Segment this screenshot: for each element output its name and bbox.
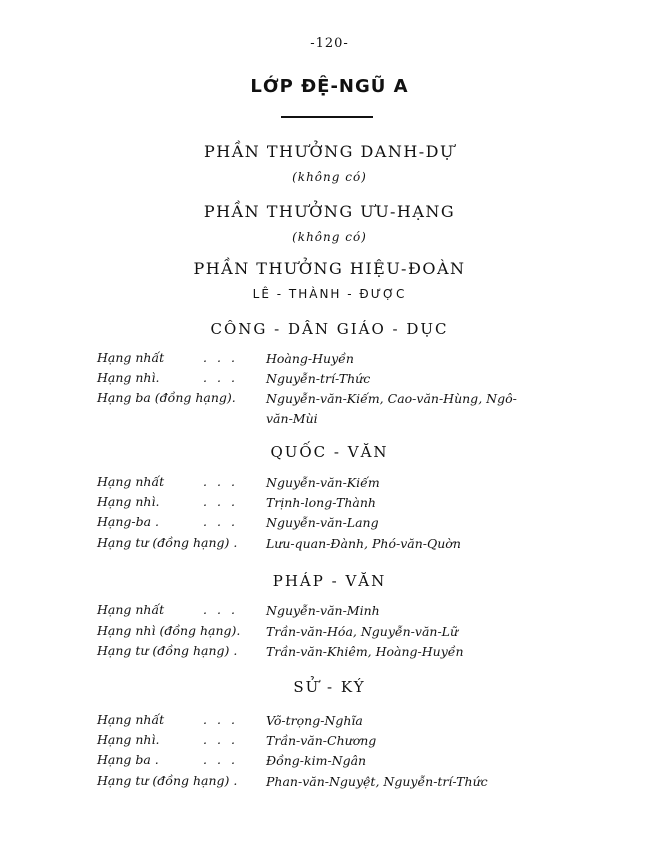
student-names: Hoàng-Huyền	[266, 351, 354, 366]
student-names: Trần-văn-Chương	[266, 733, 377, 748]
subject-title-civics: CÔNG - DÂN GIÁO - DỤC	[210, 320, 449, 338]
rank-label: Hạng tư (đồng hạng) .	[97, 535, 238, 550]
student-names: Võ-trọng-Nghĩa	[266, 713, 363, 728]
student-names: Trịnh-long-Thành	[266, 495, 376, 510]
rank-label: Hạng nhì.	[97, 494, 160, 509]
rank-label: Hạng nhì.	[97, 370, 160, 385]
rank-label: Hạng nhất	[97, 350, 165, 365]
leader-dots: ...	[203, 370, 245, 385]
award-hieu-doan-recipient: LÊ - THÀNH - ĐƯỢC	[252, 287, 407, 301]
leader-dots: ...	[203, 752, 245, 767]
rank-label: Hạng nhất	[97, 602, 165, 617]
class-title: LỚP ĐỆ-NGŨ A	[250, 76, 409, 97]
rank-label: Hạng nhì.	[97, 732, 160, 747]
student-names: Nguyễn-văn-Kiếm	[266, 475, 380, 490]
rank-label: Hạng ba (đồng hạng).	[97, 390, 236, 405]
student-names: Nguyễn-văn-Kiếm, Cao-văn-Hùng, Ngô-	[266, 391, 517, 406]
student-names: Lưu-quan-Đành, Phó-văn-Quờn	[266, 536, 461, 551]
student-names: Trần-văn-Hóa, Nguyễn-văn-Lữ	[266, 624, 459, 639]
subject-title-vietnamese: QUỐC - VĂN	[270, 443, 389, 461]
leader-dots: ...	[203, 514, 245, 529]
rank-label: Hạng nhất	[97, 712, 165, 727]
award-uu-hang-note: (không có)	[292, 230, 367, 244]
student-names: Trần-văn-Khiêm, Hoàng-Huyền	[266, 644, 464, 659]
rank-label: Hạng tư (đồng hạng) .	[97, 643, 238, 658]
rank-label: Hạng nhì (đồng hạng).	[97, 623, 241, 638]
award-danh-du-title: PHẦN THƯỞNG DANH-DỰ	[203, 142, 455, 161]
rank-label: Hạng nhất	[97, 474, 165, 489]
page-number: -120-	[310, 36, 349, 51]
student-names: Phan-văn-Nguyệt, Nguyễn-trí-Thức	[266, 774, 488, 789]
leader-dots: ...	[203, 474, 245, 489]
leader-dots: ...	[203, 732, 245, 747]
title-rule	[281, 116, 373, 118]
student-names-continued: văn-Mùi	[266, 411, 318, 426]
subject-title-history: SỬ - KÝ	[293, 678, 366, 696]
student-names: Nguyễn-văn-Lang	[266, 515, 379, 530]
award-hieu-doan-title: PHẦN THƯỞNG HIỆU-ĐOÀN	[193, 259, 466, 278]
rank-label: Hạng ba .	[97, 752, 159, 767]
leader-dots: ...	[203, 494, 245, 509]
award-danh-du-note: (không có)	[292, 170, 367, 184]
rank-label: Hạng tư (đồng hạng) .	[97, 773, 238, 788]
subject-title-french: PHÁP - VĂN	[272, 572, 387, 590]
rank-label: Hạng-ba .	[97, 514, 160, 529]
student-names: Nguyễn-văn-Minh	[266, 603, 380, 618]
leader-dots: ...	[203, 712, 245, 727]
student-names: Đồng-kim-Ngân	[266, 753, 367, 768]
award-uu-hang-title: PHẦN THƯỞNG ƯU-HẠNG	[203, 202, 456, 221]
leader-dots: ...	[203, 602, 245, 617]
student-names: Nguyễn-trí-Thức	[266, 371, 371, 386]
leader-dots: ...	[203, 350, 245, 365]
